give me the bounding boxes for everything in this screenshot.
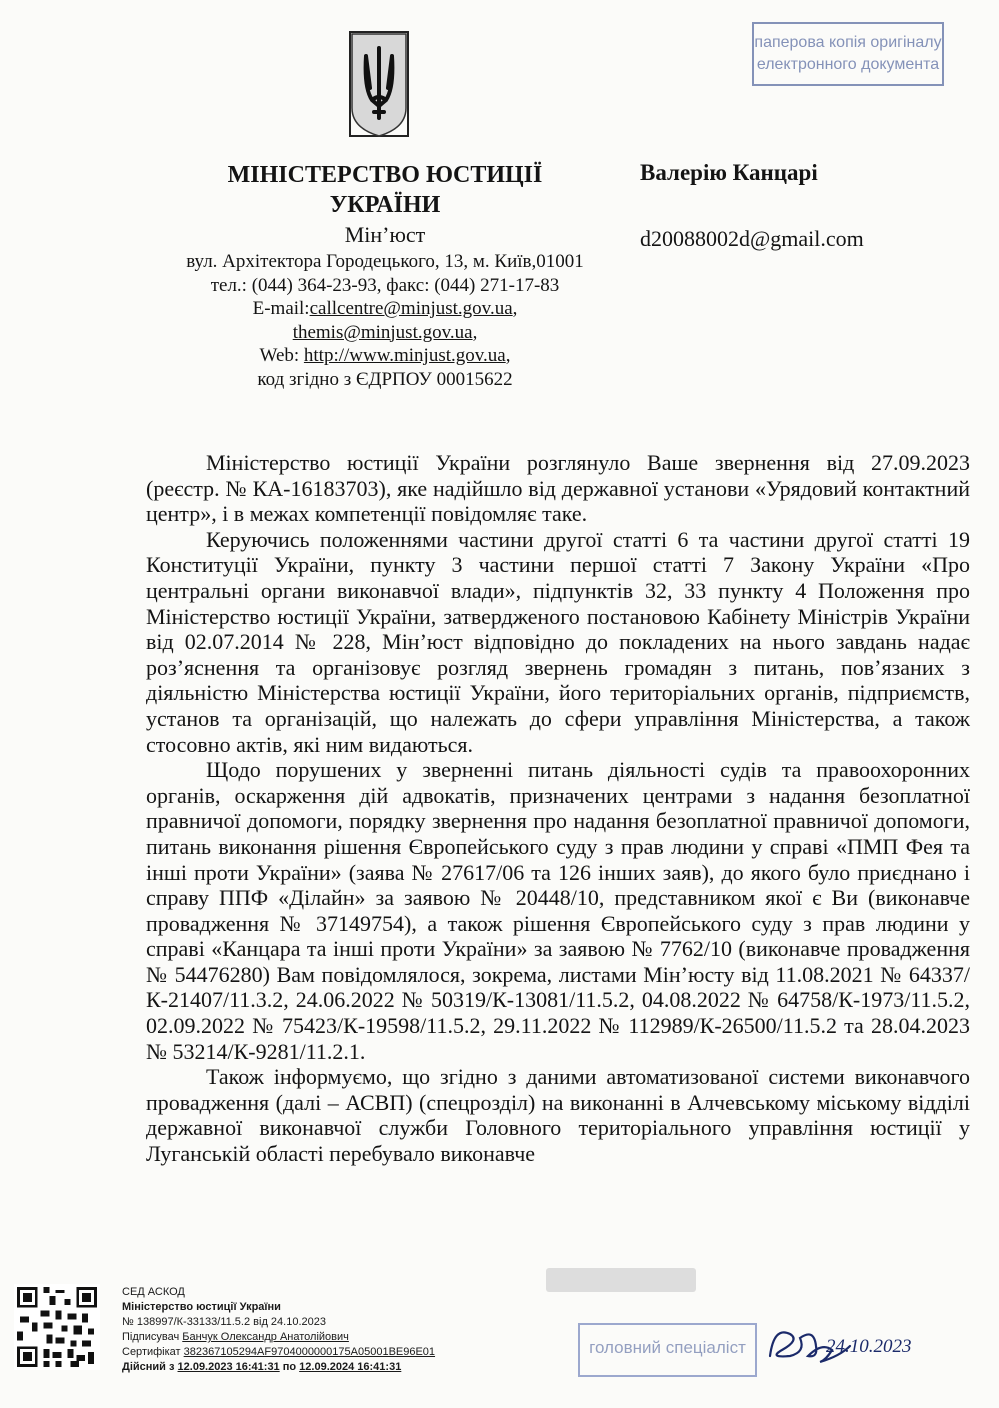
stamp-line-2: електронного документа	[756, 56, 940, 73]
recipient-email: d20088002d@gmail.com	[640, 226, 864, 251]
signer-name: Банчук Олександр Анатолійович	[182, 1331, 349, 1343]
paragraph-4: Також інформуємо, що згідно з даними автоматизованої системи виконавчого провадження (далі – АСВП) (спецрозділ) на виконанні в Алчевському міському відділі державної виконавчої служби Головного територіального управління юстиції у Луганській області перебувало виконавче	[146, 1064, 970, 1167]
paragraph-2: Керуючись положеннями частини другої статті 6 та частини другої статті 19 Конституції України, пункту 3 частини першої статті 7 Закону України «Про центральні органи виконавчої влади», підпунктів 32, 33 пункту 4 Положення про Міністерство юстиції України, затвердженого постановою Кабінету Міністрів України від 02.07.2014 № 228, Мін’юст відповідно до покладених на нього завдань надає роз’яснення та організовує розгляд звернень громадян з питань, пов’язаних з діяльністю Міністерства юстиції України, його територіальних органів, підприємств, установ та організацій, що належать до сфери управління Міністерства, а також стосовно актів, які ним видаються.	[146, 526, 970, 757]
qr-code-icon	[14, 1284, 100, 1370]
org-name-line-1: МІНІСТЕРСТВО ЮСТИЦІЇ	[227, 162, 543, 188]
stamp-line-1: паперова копія оригіналу	[754, 34, 942, 51]
cert-id: 382367105294AF9704000000175A05001BE96E01	[183, 1346, 436, 1358]
recipient-block	[640, 158, 864, 252]
valid-to: 12.09.2024 16:41:31	[299, 1361, 402, 1373]
valid-label: Дійсний з	[122, 1361, 178, 1373]
org-short-name: Мін’юст	[344, 222, 426, 247]
sed-registration: № 138997/К-33133/11.5.2 від 24.10.2023	[122, 1316, 326, 1328]
paragraph-3: Щодо порушених у зверненні питань діяльності судів та правоохоронних органів, оскарження дій адвокатів, призначених центрами з надання безоплатної правничої допомоги, порядку звернення про надання безоплатної правничої допомоги, питань виконання рішення Європейського суду з прав людини у справі «ПМП Фея та інші проти України» (заява № 27617/06 та 126 інших заяв), до якого було приєднано і справу ППФ «Ділайн» за заявою № 20448/10, представником якої є Ви (виконавче провадження № 37149754), а також рішення Європейського суду з прав людини у справі «Канцара та інші проти України» за заявою № 7762/10 (виконавче провадження № 54476280) Вам повідомлялося, зокрема, листами Мін’юсту від 11.08.2021 № 64337/К-21407/11.3.2, 24.06.2022 № 50319/К-13081/11.5.2, 04.08.2022 № 64758/К-1973/11.5.2, 02.09.2022 № 75423/К-19598/11.5.2, 29.11.2022 № 112989/К-26500/11.5.2 та 28.04.2023 № 53214/К-9281/11.2.1.	[146, 757, 970, 1064]
org-phone: тел.: (044) 364-23-93, факс: (044) 271-17-83	[210, 274, 560, 296]
web-link[interactable]: http://www.minjust.gov.ua	[303, 345, 506, 366]
org-address: вул. Архітектора Городецького, 13, м. Київ,01001	[186, 251, 584, 272]
sed-org: Міністерство юстиції України	[122, 1301, 281, 1313]
faded-stamp	[546, 1268, 696, 1292]
valid-to-label: по	[279, 1361, 300, 1373]
signature-date: 24.10.2023	[826, 1336, 912, 1357]
org-name-line-2: УКРАЇНИ	[329, 192, 441, 218]
email-link-1[interactable]: callcentre@minjust.gov.ua	[309, 298, 513, 319]
sed-title: СЕД АСКОД	[122, 1286, 185, 1298]
cert-label: Сертифікат	[122, 1346, 184, 1358]
copy-stamp	[752, 22, 944, 86]
signer-label: Підписувач	[122, 1331, 183, 1343]
org-edrpou: код згідно з ЄДРПОУ 00015622	[257, 368, 513, 390]
sed-cert-line	[122, 1345, 542, 1360]
valid-from: 12.09.2023 16:41:31	[177, 1361, 280, 1373]
web-label: Web:	[259, 345, 304, 366]
sed-valid-line	[122, 1360, 542, 1375]
org-web-line: Web: http://www.minjust.gov.ua,	[259, 345, 511, 366]
recipient-name: Валерію Канцарі	[640, 160, 818, 185]
coat-of-arms-icon	[346, 28, 412, 140]
org-header	[150, 160, 620, 391]
org-email-line: E-mail:callcentre@minjust.gov.ua,	[252, 298, 518, 319]
email-label: E-mail:	[252, 298, 310, 319]
e-signature-info	[122, 1285, 542, 1375]
paragraph-1: Міністерство юстиції України розглянуло Ваше звернення від 27.09.2023 (реєстр. № КА-16183703), яке надійшло від державної установи «Урядовий контактний центр», і в межах компетенції повідомляє таке.	[146, 450, 970, 527]
sed-signer-line	[122, 1330, 542, 1345]
email-link-2[interactable]: themis@minjust.gov.ua	[292, 321, 473, 343]
letter-body	[146, 450, 970, 1167]
position-stamp: головний спеціаліст	[578, 1323, 757, 1377]
org-email-line-2: themis@minjust.gov.ua,	[292, 321, 478, 343]
